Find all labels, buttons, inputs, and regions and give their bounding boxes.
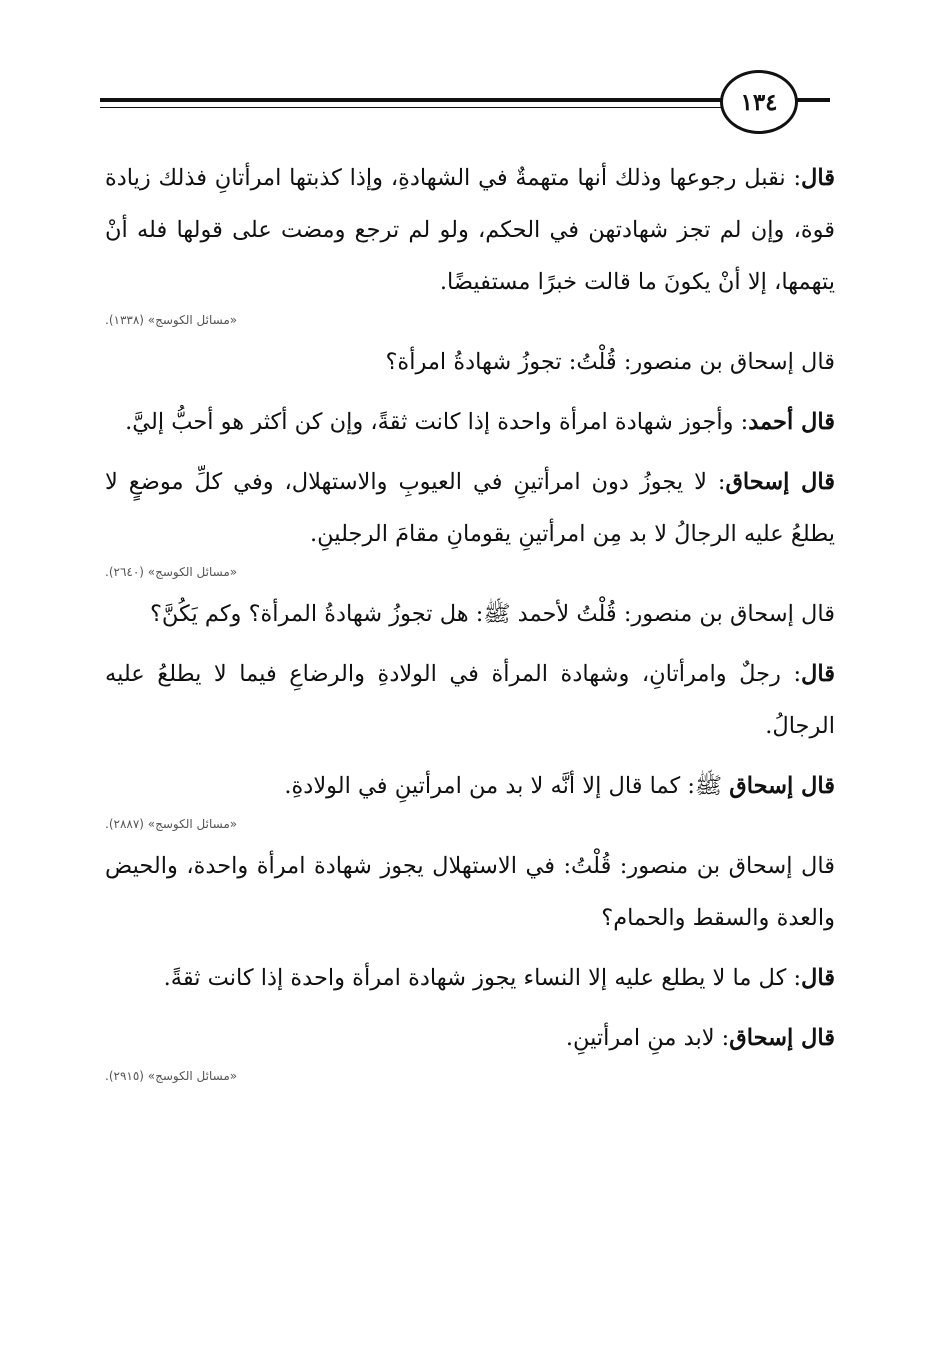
source-citation: «مسائل الكوسج» (٢٨٨٧).: [105, 817, 238, 831]
paragraph-text: : كل ما لا يطلع عليه إلا النساء يجوز شهادة امرأة واحدة إذا كانت ثقةً.: [163, 965, 802, 991]
page-body: [105, 152, 835, 1092]
paragraph: [105, 152, 835, 308]
source-citation: «مسائل الكوسج» (٢٦٤٠).: [105, 565, 238, 579]
paragraph-text: ﷺ: كما قال إلا أنَّه لا بد من امرأتينِ في الولادةِ.: [284, 773, 730, 799]
source-citation: «مسائل الكوسج» (٢٩١٥).: [105, 1069, 238, 1083]
paragraph: [105, 952, 835, 1004]
paragraph: [105, 456, 835, 560]
paragraph: [105, 588, 835, 640]
paragraph: [105, 396, 835, 448]
speaker-label: قال إسحاق: [725, 469, 835, 495]
paragraph: [105, 840, 835, 944]
speaker-label: قال: [801, 661, 835, 687]
speaker-label: قال إسحاق: [729, 773, 835, 799]
paragraph-text: قال إسحاق بن منصور: قُلْتُ لأحمد ﷺ: هل تجوزُ شهادةُ المرأة؟ وكم يَكُنَّ؟: [149, 601, 835, 627]
paragraph: [105, 1012, 835, 1064]
page-number: ١٣٤: [720, 70, 798, 134]
speaker-label: قال: [801, 965, 835, 991]
paragraph-text: قال إسحاق بن منصور: قُلْتُ: تجوزُ شهادةُ امرأة؟: [385, 349, 835, 375]
speaker-label: قال أحمد: [748, 409, 835, 435]
header-rule-thin: [100, 107, 740, 108]
paragraph-text: : لا يجوزُ دون امرأتينِ في العيوبِ والاستهلال، وفي كلِّ موضعٍ لا يطلعُ عليه الرجالُ لا بد مِن امرأتينِ يقومانِ مقامَ الرجلينِ.: [105, 469, 835, 547]
paragraph-text: قال إسحاق بن منصور: قُلْتُ: في الاستهلال يجوز شهادة امرأة واحدة، والحيض والعدة والسقط والحمام؟: [105, 853, 835, 931]
header-rule-thick: [100, 98, 740, 102]
speaker-label: قال: [801, 165, 835, 191]
paragraph: [105, 648, 835, 752]
paragraph-text: : لابد منِ امرأتينِ.: [565, 1025, 730, 1051]
source-citation: «مسائل الكوسج» (١٣٣٨).: [105, 313, 238, 327]
paragraph-text: : رجلٌ وامرأتانِ، وشهادة المرأة في الولادةِ والرضاعِ فيما لا يطلعُ عليه الرجالُ.: [105, 661, 835, 739]
page-header: [100, 70, 840, 140]
speaker-label: قال إسحاق: [729, 1025, 835, 1051]
paragraph-text: : وأجوز شهادة امرأة واحدة إذا كانت ثقةً، وإن كن أكثر هو أحبُّ إليَّ.: [125, 409, 749, 435]
paragraph: [105, 760, 835, 812]
paragraph-text: : نقبل رجوعها وذلك أنها متهمةٌ في الشهادةِ، وإذا كذبتها امرأتانِ فذلك زيادة قوة، وإن لم تجز شهادتهن في الحكم، ولو لم ترجع ومضت على قولها فله أنْ يتهمها، إلا أنْ يكونَ ما قالت خبرًا مستفيضًا.: [105, 165, 835, 295]
paragraph: [105, 336, 835, 388]
